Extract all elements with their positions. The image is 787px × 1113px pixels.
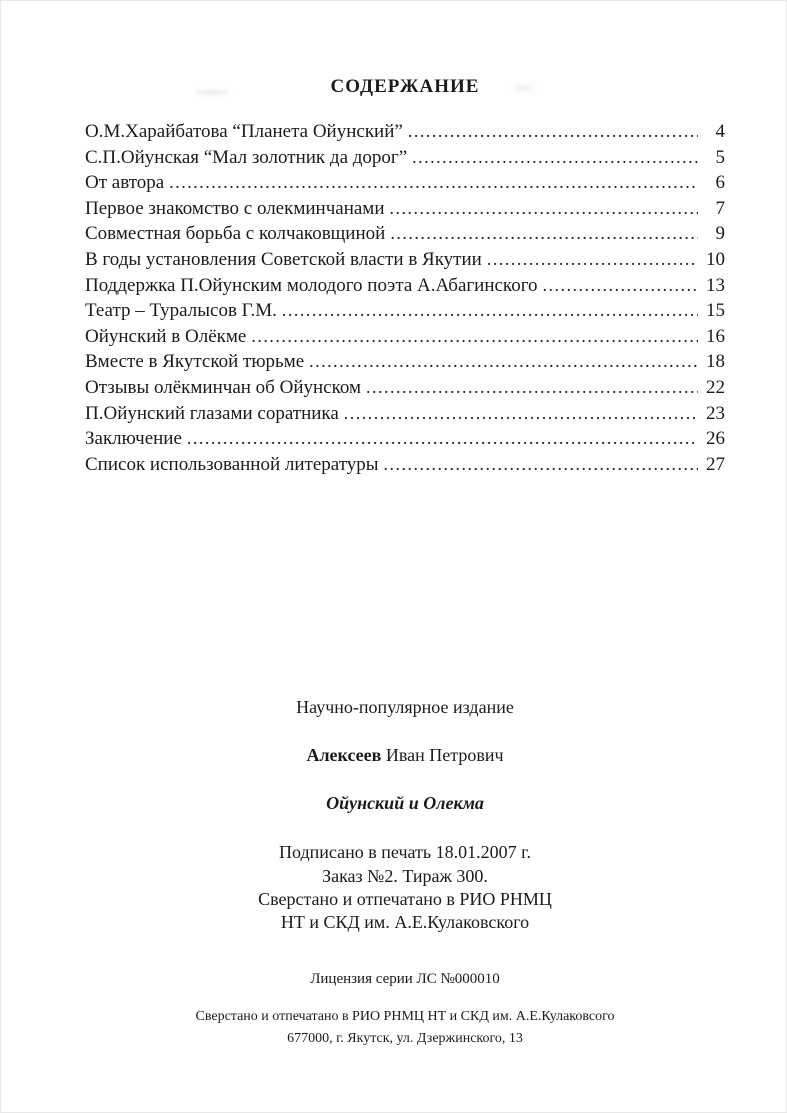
toc-dot-leader xyxy=(344,401,698,427)
toc-entry-title: Совместная борьба с колчаковщиной xyxy=(85,223,386,245)
toc-entry-title: П.Ойунский глазами соратника xyxy=(85,402,339,424)
toc-dot-leader xyxy=(390,221,698,247)
toc-dot-leader xyxy=(412,145,698,171)
toc-entry-title: С.П.Ойунская “Мал золотник да дорог” xyxy=(85,146,408,168)
author-line xyxy=(85,744,725,766)
toc-row xyxy=(85,119,725,145)
scan-smudge xyxy=(513,86,533,90)
page-title-text: СОДЕРЖАНИЕ xyxy=(330,76,480,97)
scanned-page xyxy=(85,0,725,1049)
toc-entry-title: Театр – Туралысов Г.М. xyxy=(85,300,277,322)
toc-entry-page-number: 27 xyxy=(706,453,725,475)
toc-entry-title: Список использованной литературы xyxy=(85,453,379,475)
toc-dot-leader xyxy=(169,170,698,196)
print-info-line: Сверстано и отпечатано в РИО РНМЦ xyxy=(258,888,552,909)
toc-entry-title: Ойунский в Олёкме xyxy=(85,325,247,347)
toc-entry-page-number: 5 xyxy=(715,146,725,168)
toc-dot-leader xyxy=(309,349,698,375)
toc-entry-page-number: 26 xyxy=(706,428,725,450)
toc-dot-leader xyxy=(187,426,698,452)
toc-entry-title: Отзывы олёкминчан об Ойунском xyxy=(85,376,362,398)
toc-dot-leader xyxy=(384,452,698,478)
toc-entry-page-number: 18 xyxy=(706,351,725,373)
toc-entry-title: Заключение xyxy=(85,428,182,450)
toc-row xyxy=(85,170,725,196)
toc-entry-title: Поддержка П.Ойунским молодого поэта А.Абагинского xyxy=(85,274,538,296)
license-line: Лицензия серии ЛС №000010 xyxy=(310,971,500,988)
imprint-footer xyxy=(85,1006,725,1049)
toc-dot-leader xyxy=(282,298,698,324)
print-info-line: Подписано в печать 18.01.2007 г. xyxy=(279,842,531,863)
toc-entry-page-number: 6 xyxy=(715,172,725,194)
print-info-line: Заказ №2. Тираж 300. xyxy=(322,865,488,886)
toc-entry-page-number: 4 xyxy=(715,121,725,142)
edition-type: Научно-популярное издание xyxy=(296,697,514,718)
toc-dot-leader xyxy=(487,247,698,273)
scan-smudge xyxy=(195,90,229,95)
author-given-names: Иван Петрович xyxy=(381,745,504,766)
toc-entry-title: От автора xyxy=(85,172,165,194)
print-info-block xyxy=(85,841,725,934)
toc-row xyxy=(85,452,725,478)
toc-dot-leader xyxy=(543,273,698,299)
toc-row xyxy=(85,324,725,350)
toc-row xyxy=(85,145,725,171)
table-of-contents xyxy=(85,119,725,477)
toc-row xyxy=(85,247,725,273)
toc-dot-leader xyxy=(251,324,698,350)
toc-row xyxy=(85,349,725,375)
toc-entry-title: В годы установления Советской власти в Якутии xyxy=(85,248,482,270)
page-title xyxy=(85,74,725,99)
toc-row xyxy=(85,426,725,452)
toc-row xyxy=(85,273,725,299)
toc-dot-leader xyxy=(408,119,698,145)
toc-row xyxy=(85,221,725,247)
imprint-footer-line: Сверстано и отпечатано в РИО РНМЦ НТ и СКД им. А.Е.Кулаковсого xyxy=(195,1009,615,1025)
toc-dot-leader xyxy=(390,196,699,222)
toc-row xyxy=(85,401,725,427)
toc-entry-page-number: 15 xyxy=(706,300,725,322)
toc-entry-page-number: 22 xyxy=(706,376,725,398)
toc-entry-title: Вместе в Якутской тюрьме xyxy=(85,351,305,373)
colophon xyxy=(85,696,725,1049)
author-surname: Алексеев xyxy=(306,745,382,766)
toc-entry-title: Первое знакомство с олекминчанами xyxy=(85,197,385,219)
toc-entry-page-number: 9 xyxy=(715,223,725,245)
toc-entry-page-number: 16 xyxy=(706,325,725,347)
imprint-footer-line: 677000, г. Якутск, ул. Дзержинского, 13 xyxy=(287,1030,523,1046)
print-info-line: НТ и СКД им. А.Е.Кулаковского xyxy=(280,911,530,932)
toc-entry-page-number: 23 xyxy=(706,402,725,424)
toc-row xyxy=(85,298,725,324)
toc-dot-leader xyxy=(366,375,698,401)
book-title: Ойунский и Олекма xyxy=(326,793,484,814)
toc-entry-page-number: 13 xyxy=(706,274,725,296)
toc-entry-title: О.М.Харайбатова “Планета Ойунский” xyxy=(85,121,403,142)
toc-row xyxy=(85,196,725,222)
toc-entry-page-number: 7 xyxy=(715,197,725,219)
toc-entry-page-number: 10 xyxy=(706,248,725,270)
toc-row xyxy=(85,375,725,401)
